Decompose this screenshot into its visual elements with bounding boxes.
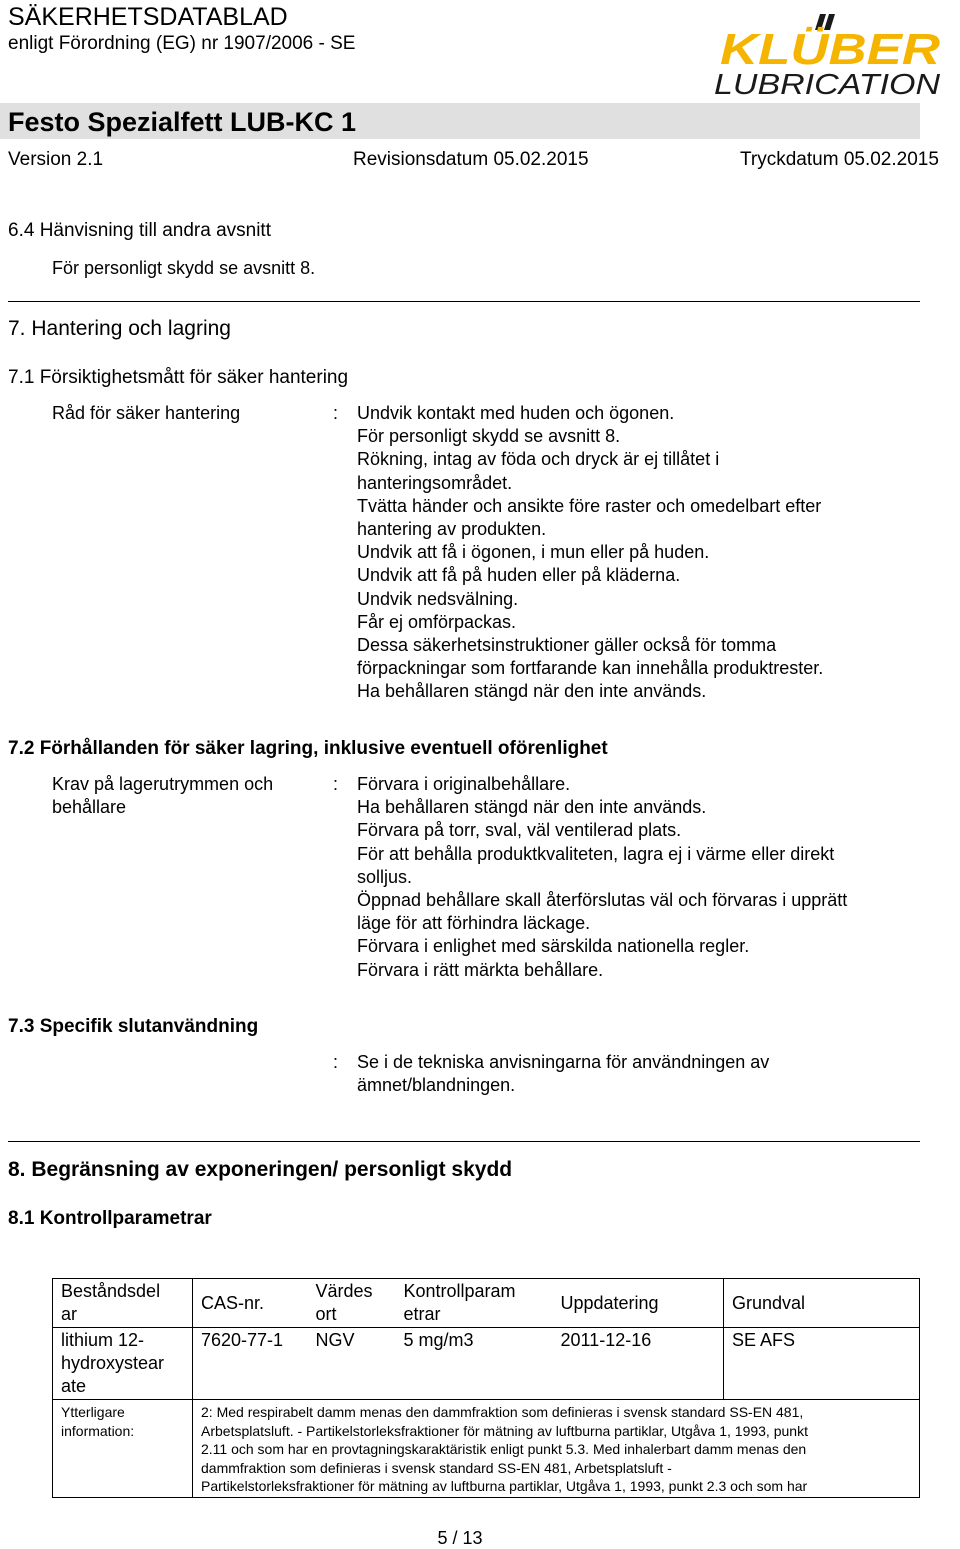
end-use-colon: : bbox=[333, 1052, 339, 1072]
handling-line: Ha behållaren stängd när den inte används. bbox=[357, 681, 707, 702]
revision-date: Revisionsdatum 05.02.2015 bbox=[353, 149, 589, 170]
regulation-subtitle: enligt Förordning (EG) nr 1907/2006 - SE bbox=[8, 33, 356, 54]
row-basis: SE AFS bbox=[724, 1328, 920, 1400]
version: Version 2.1 bbox=[8, 149, 104, 170]
storage-label-line1: Krav på lagerutrymmen och bbox=[52, 774, 274, 794]
section-7-2-heading: 7.2 Förhållanden för säker lagring, inklusive eventuell oförenlighet bbox=[8, 738, 608, 759]
row-component: lithium 12- hydroxystear ate bbox=[53, 1328, 193, 1400]
handling-line: hanteringsområdet. bbox=[357, 472, 513, 493]
handling-colon: : bbox=[333, 403, 339, 423]
section-7-1-heading: 7.1 Försiktighetsmått för säker hantering bbox=[8, 367, 349, 388]
header-update: Uppdatering bbox=[553, 1279, 724, 1328]
header-component: Beståndsdel ar bbox=[53, 1279, 193, 1328]
storage-line: Förvara i rätt märkta behållare. bbox=[357, 959, 604, 980]
section-7-3-heading: 7.3 Specifik slutanvändning bbox=[8, 1016, 259, 1037]
handling-line: Undvik kontakt med huden och ögonen. bbox=[357, 403, 675, 423]
handling-line: Dessa säkerhetsinstruktioner gäller också för tomma bbox=[357, 635, 777, 656]
section-6-4-heading: 6.4 Hänvisning till andra avsnitt bbox=[8, 220, 271, 241]
handling-line: Undvik att få på huden eller på kläderna. bbox=[357, 565, 681, 586]
table-header-row bbox=[53, 1279, 920, 1328]
print-date: Tryckdatum 05.02.2015 bbox=[740, 149, 939, 170]
row-value-type: NGV bbox=[308, 1328, 396, 1400]
storage-line: solljus. bbox=[357, 866, 413, 887]
row-control-param: 5 mg/m3 bbox=[396, 1328, 553, 1400]
storage-line: Ha behållaren stängd när den inte används. bbox=[357, 797, 707, 818]
handling-line: hantering av produkten. bbox=[357, 519, 547, 540]
end-use-line: ämnet/blandningen. bbox=[357, 1075, 516, 1096]
section-divider bbox=[8, 301, 920, 302]
section-6-4-text: För personligt skydd se avsnitt 8. bbox=[52, 258, 316, 278]
document-title: SÄKERHETSDATABLAD bbox=[8, 3, 288, 31]
handling-line: Undvik att få i ögonen, i mun eller på huden. bbox=[357, 542, 710, 563]
row-cas: 7620-77-1 bbox=[193, 1328, 308, 1400]
handling-line: För personligt skydd se avsnitt 8. bbox=[357, 426, 621, 447]
header-basis: Grundval bbox=[724, 1279, 920, 1328]
storage-line: läge för att förhindra läckage. bbox=[357, 913, 591, 934]
handling-line: Tvätta händer och ansikte före raster och omedelbart efter bbox=[357, 495, 822, 516]
handling-label: Råd för säker hantering bbox=[52, 403, 241, 423]
product-name-bar bbox=[0, 103, 920, 139]
storage-line: Förvara i enlighet med särskilda nationella regler. bbox=[357, 936, 750, 957]
page-number: 5 / 13 bbox=[437, 1528, 483, 1548]
table-row bbox=[53, 1328, 920, 1400]
storage-label-line2: behållare bbox=[52, 797, 127, 817]
table-further-info-row bbox=[53, 1400, 920, 1498]
storage-line: För att behålla produktkvaliteten, lagra ej i värme eller direkt bbox=[357, 843, 835, 864]
section-8-heading: 8. Begränsning av exponeringen/ personligt skydd bbox=[8, 1158, 513, 1181]
handling-advice-list bbox=[357, 402, 823, 704]
header-cas: CAS-nr. bbox=[193, 1279, 308, 1328]
handling-line: Får ej omförpackas. bbox=[357, 611, 517, 632]
section-7-heading: 7. Hantering och lagring bbox=[8, 317, 231, 340]
control-parameters-table bbox=[52, 1278, 920, 1498]
storage-line: Förvara i originalbehållare. bbox=[357, 774, 571, 794]
header-control-param: Kontrollparam etrar bbox=[396, 1279, 553, 1328]
end-use-text bbox=[357, 1051, 769, 1097]
handling-line: förpackningar som fortfarande kan innehålla produktrester. bbox=[357, 658, 824, 679]
storage-line: Förvara på torr, sval, väl ventilerad plats. bbox=[357, 820, 682, 841]
storage-requirements-list bbox=[357, 773, 847, 982]
header-value-type: Värdes ort bbox=[308, 1279, 396, 1328]
row-update: 2011-12-16 bbox=[553, 1328, 724, 1400]
product-name: Festo Spezialfett LUB-KC 1 bbox=[8, 107, 357, 137]
storage-colon: : bbox=[333, 774, 339, 794]
kluber-logo bbox=[708, 8, 952, 98]
handling-line: Rökning, intag av föda och dryck är ej tillåtet i bbox=[357, 449, 720, 470]
logo-text-kluber: KLÜBER bbox=[720, 25, 941, 74]
end-use-line: Se i de tekniska anvisningarna för användningen av bbox=[357, 1052, 770, 1072]
further-info-text: 2: Med respirabelt damm menas den dammfraktion som definieras i svensk standard SS-EN 481, Arbetsplatsluft. - Partikelstorleksfraktioner för mätning av luftburna partiklar, Utgåva 1, 1993, punkt 2.11 och som har en provtagningskaraktäristik enligt punkt 5.3. Med inhalerbart damm menas den dammfraktion som definieras i svensk standard SS-EN 481, Arbetsplatsluft - Partikelstorleksfraktioner för mätning av luftburna partiklar, Utgåva 1, 1993, punkt 2.3 och som har bbox=[193, 1400, 920, 1498]
further-info-label: Ytterligare information: bbox=[53, 1400, 193, 1498]
section-divider bbox=[8, 1141, 920, 1142]
section-8-1-heading: 8.1 Kontrollparametrar bbox=[8, 1208, 212, 1229]
logo-text-lubrication: LUBRICATION bbox=[714, 69, 941, 98]
storage-line: Öppnad behållare skall återförslutas väl och förvaras i upprätt bbox=[357, 890, 848, 911]
kluber-logo-mark bbox=[708, 8, 952, 98]
handling-line: Undvik nedsvälning. bbox=[357, 588, 519, 609]
